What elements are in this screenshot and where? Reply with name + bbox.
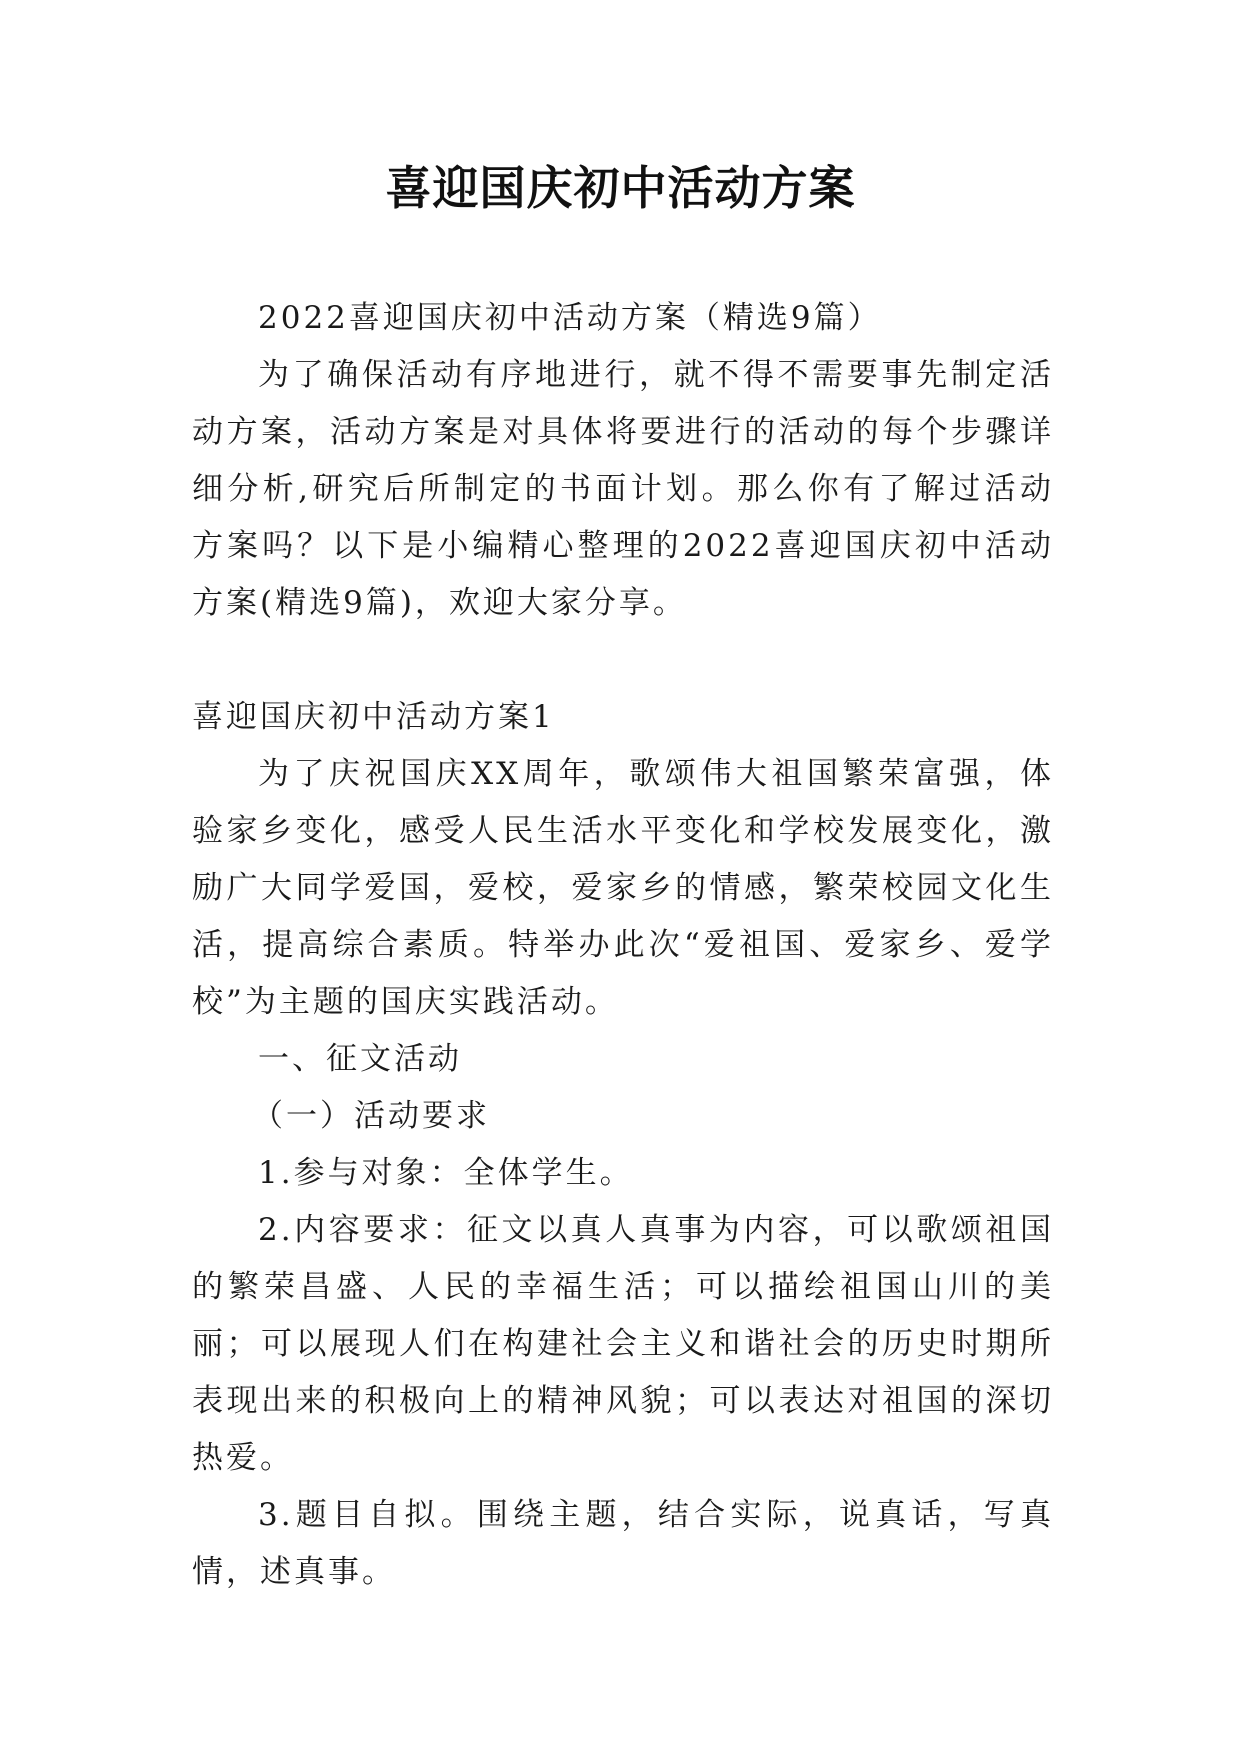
list-item: 2.内容要求：征文以真人真事为内容，可以歌颂祖国的繁荣昌盛、人民的幸福生活；可以描绘祖国山川的美丽；可以展现人们在构建社会主义和谐社会的历史时期所表现出来的积极向上的精神风貌；可以表达对祖国的深切热爱。 (192, 1212, 1054, 1476)
list-item: 3.题目自拟。围绕主题，结合实际，说真话，写真情，述真事。 (192, 1497, 1054, 1590)
list-heading-1: 一、征文活动 (258, 1041, 462, 1077)
list-item: 1.参与对象：全体学生。 (258, 1155, 634, 1191)
document-body (192, 290, 1054, 1601)
paragraph-spacer (192, 632, 1054, 689)
intro-paragraph: 为了确保活动有序地进行，就不得不需要事先制定活动方案，活动方案是对具体将要进行的活动的每个步骤详细分析,研究后所制定的书面计划。那么你有了解过活动方案吗？以下是小编精心整理的2022喜迎国庆初中活动方案(精选9篇)，欢迎大家分享。 (192, 357, 1054, 621)
section-heading: 喜迎国庆初中活动方案1 (192, 699, 555, 735)
list-heading-2: （一）活动要求 (252, 1098, 490, 1134)
section-paragraph: 为了庆祝国庆XX周年，歌颂伟大祖国繁荣富强，体验家乡变化，感受人民生活水平变化和学校发展变化，激励广大同学爱国，爱校，爱家乡的情感，繁荣校园文化生活，提高综合素质。特举办此次“爱祖国、爱家乡、爱学校”为主题的国庆实践活动。 (192, 756, 1054, 1020)
subtitle-paragraph: 2022喜迎国庆初中活动方案（精选9篇） (258, 300, 882, 336)
page-title: 喜迎国庆初中活动方案 (385, 161, 856, 215)
